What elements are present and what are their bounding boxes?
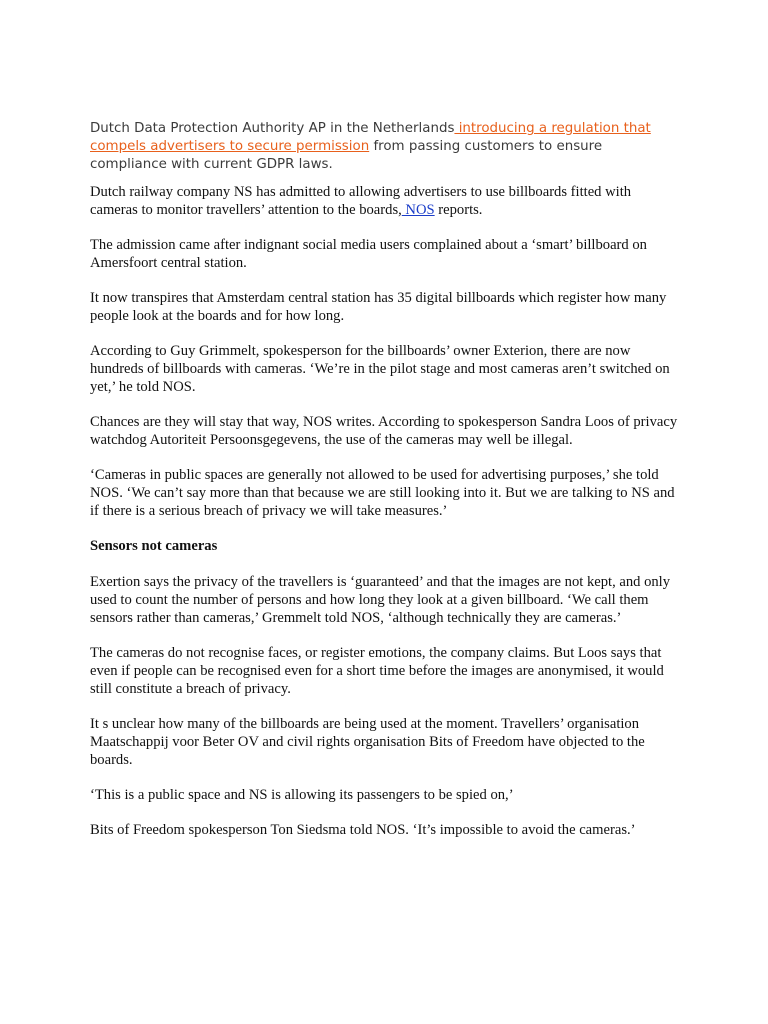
section-heading: Sensors not cameras — [90, 538, 218, 554]
article-paragraph-8: The cameras do not recognise faces, or register emotions, the company claims. But Loos says that even if people can be recognised even for a short time before the images are anonymised, it would still constitute a breach of privacy. — [90, 645, 664, 697]
article-paragraph-9: It s unclear how many of the billboards are being used at the moment. Travellers’ organisation Maatschappij voor Beter OV and civil rights organisation Bits of Freedom have objected to the boards. — [90, 716, 645, 768]
article-paragraph-5: Chances are they will stay that way, NOS writes. According to spokesperson Sandra Loos of privacy watchdog Autoriteit Persoonsgegevens, the use of the cameras may well be illegal. — [90, 414, 678, 448]
article-paragraph-1 — [90, 183, 680, 219]
article-paragraph-7: Exertion says the privacy of the travellers is ‘guaranteed’ and that the images are not kept, and only used to count the number of persons and how long they look at a given billboard. ‘We call them sensors rather than cameras,’ Gremmelt told NOS, ‘although technically they are cameras.’ — [90, 574, 671, 626]
article-paragraph-4: According to Guy Grimmelt, spokesperson for the billboards’ owner Exterion, there are now hundreds of billboards with cameras. ‘We’re in the pilot stage and most cameras aren’t switched on yet,’ he told NOS. — [90, 343, 670, 395]
article-paragraph-6: ‘Cameras in public spaces are generally not allowed to be used for advertising purposes,’ she told NOS. ‘We can’t say more than that because we are still looking into it. But we are talking to NS and if there is a serious breach of privacy we will take measures.’ — [90, 467, 675, 519]
intro-paragraph — [90, 120, 680, 174]
p1-text-before: Dutch railway company NS has admitted to allowing advertisers to use billboards fitted with cameras to monitor travellers’ attention to the boards, — [90, 184, 632, 218]
article-paragraph-10: ‘This is a public space and NS is allowing its passengers to be spied on,’ — [90, 787, 514, 803]
article-paragraph-3: It now transpires that Amsterdam central station has 35 digital billboards which register how many people look at the boards and for how long. — [90, 290, 667, 324]
intro-text-before: Dutch Data Protection Authority AP in the Netherlands — [90, 121, 455, 136]
intro-regulation-link[interactable]: introducing a regulation that compels advertisers to secure permission — [90, 121, 651, 154]
p1-text-after: reports. — [434, 202, 483, 218]
nos-link[interactable]: NOS — [401, 202, 435, 218]
article-paragraph-2: The admission came after indignant social media users complained about a ‘smart’ billboard on Amersfoort central station. — [90, 237, 647, 271]
document-page — [90, 120, 680, 856]
intro-text-after: from passing customers to ensure compliance with current GDPR laws. — [90, 139, 603, 172]
article-paragraph-11: Bits of Freedom spokesperson Ton Siedsma told NOS. ‘It’s impossible to avoid the cameras.’ — [90, 822, 636, 838]
